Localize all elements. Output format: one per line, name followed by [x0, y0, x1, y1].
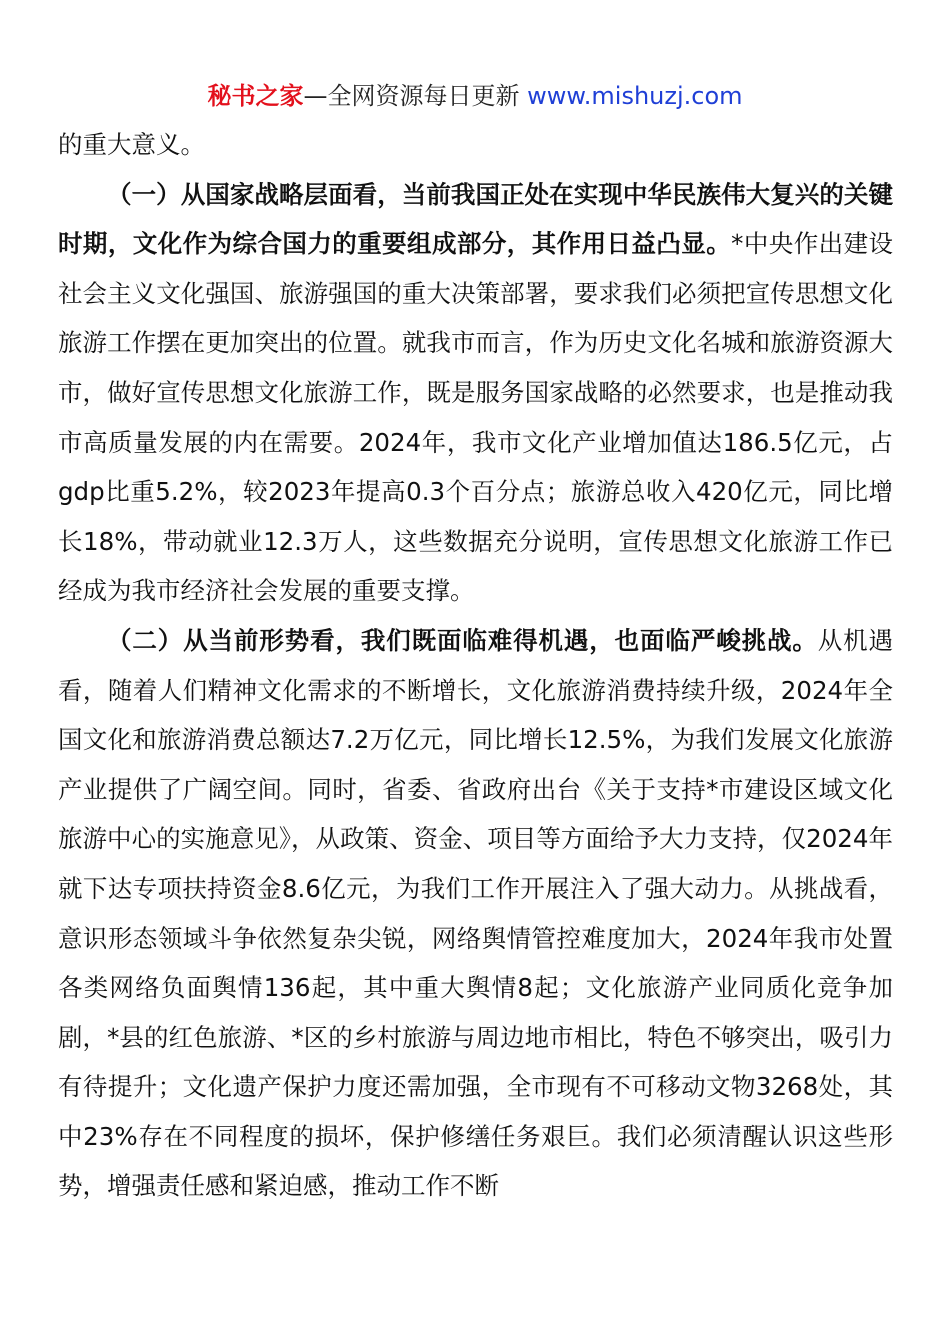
- paragraph-section-2: [58, 616, 893, 1211]
- brand-name: 秘书之家: [207, 82, 304, 110]
- paragraph-continuation: [58, 120, 893, 170]
- page-header: [0, 80, 950, 112]
- paragraph-body: 的重大意义。: [58, 130, 205, 159]
- section-heading: （一）从国家战略层面看，当前我国正处在实现中华民族伟大复兴的关键时期，文化作为综合国力的重要组成部分，其作用日益凸显。: [58, 179, 893, 259]
- section-heading: （二）从当前形势看，我们既面临难得机遇，也面临严峻挑战。: [107, 625, 818, 655]
- paragraph-body: 从机遇看，随着人们精神文化需求的不断增长，文化旅游消费持续升级，2024年全国文化和旅游消费总额达7.2万亿元，同比增长12.5%，为我们发展文化旅游产业提供了广阔空间。同时，省委、省政府出台《关于支持*市建设区域文化旅游中心的实施意见》，从政策、资金、项目等方面给予大力支持，仅2024年就下达专项扶持资金8.6亿元，为我们工作开展注入了强大动力。从挑战看，意识形态领域斗争依然复杂尖锐，网络舆情管控难度加大，2024年我市处置各类网络负面舆情136起，其中重大舆情8起；文化旅游产业同质化竞争加剧，*县的红色旅游、*区的乡村旅游与周边地市相比，特色不够突出，吸引力有待提升；文化遗产保护力度还需加强，全市现有不可移动文物3268处，其中23%存在不同程度的损坏，保护修缮任务艰巨。我们必须清醒认识这些形势，增强责任感和紧迫感，推动工作不断: [58, 625, 894, 1201]
- paragraph-body: *中央作出建设社会主义文化强国、旅游强国的重大决策部署，要求我们必须把宣传思想文化旅游工作摆在更加突出的位置。就我市而言，作为历史文化名城和旅游资源大市，做好宣传思想文化旅游工作，既是服务国家战略的必然要求，也是推动我市高质量发展的内在需要。2024年，我市文化产业增加值达186.5亿元，占gdp比重5.2%，较2023年提高0.3个百分点；旅游总收入420亿元，同比增长18%，带动就业12.3万人，这些数据充分说明，宣传思想文化旅游工作已经成为我市经济社会发展的重要支撑。: [58, 229, 893, 606]
- paragraph-section-1: [58, 170, 893, 616]
- header-tagline: —全网资源每日更新: [303, 82, 528, 110]
- document-body: [58, 120, 893, 1211]
- site-link[interactable]: www.mishuzj.com: [527, 82, 743, 110]
